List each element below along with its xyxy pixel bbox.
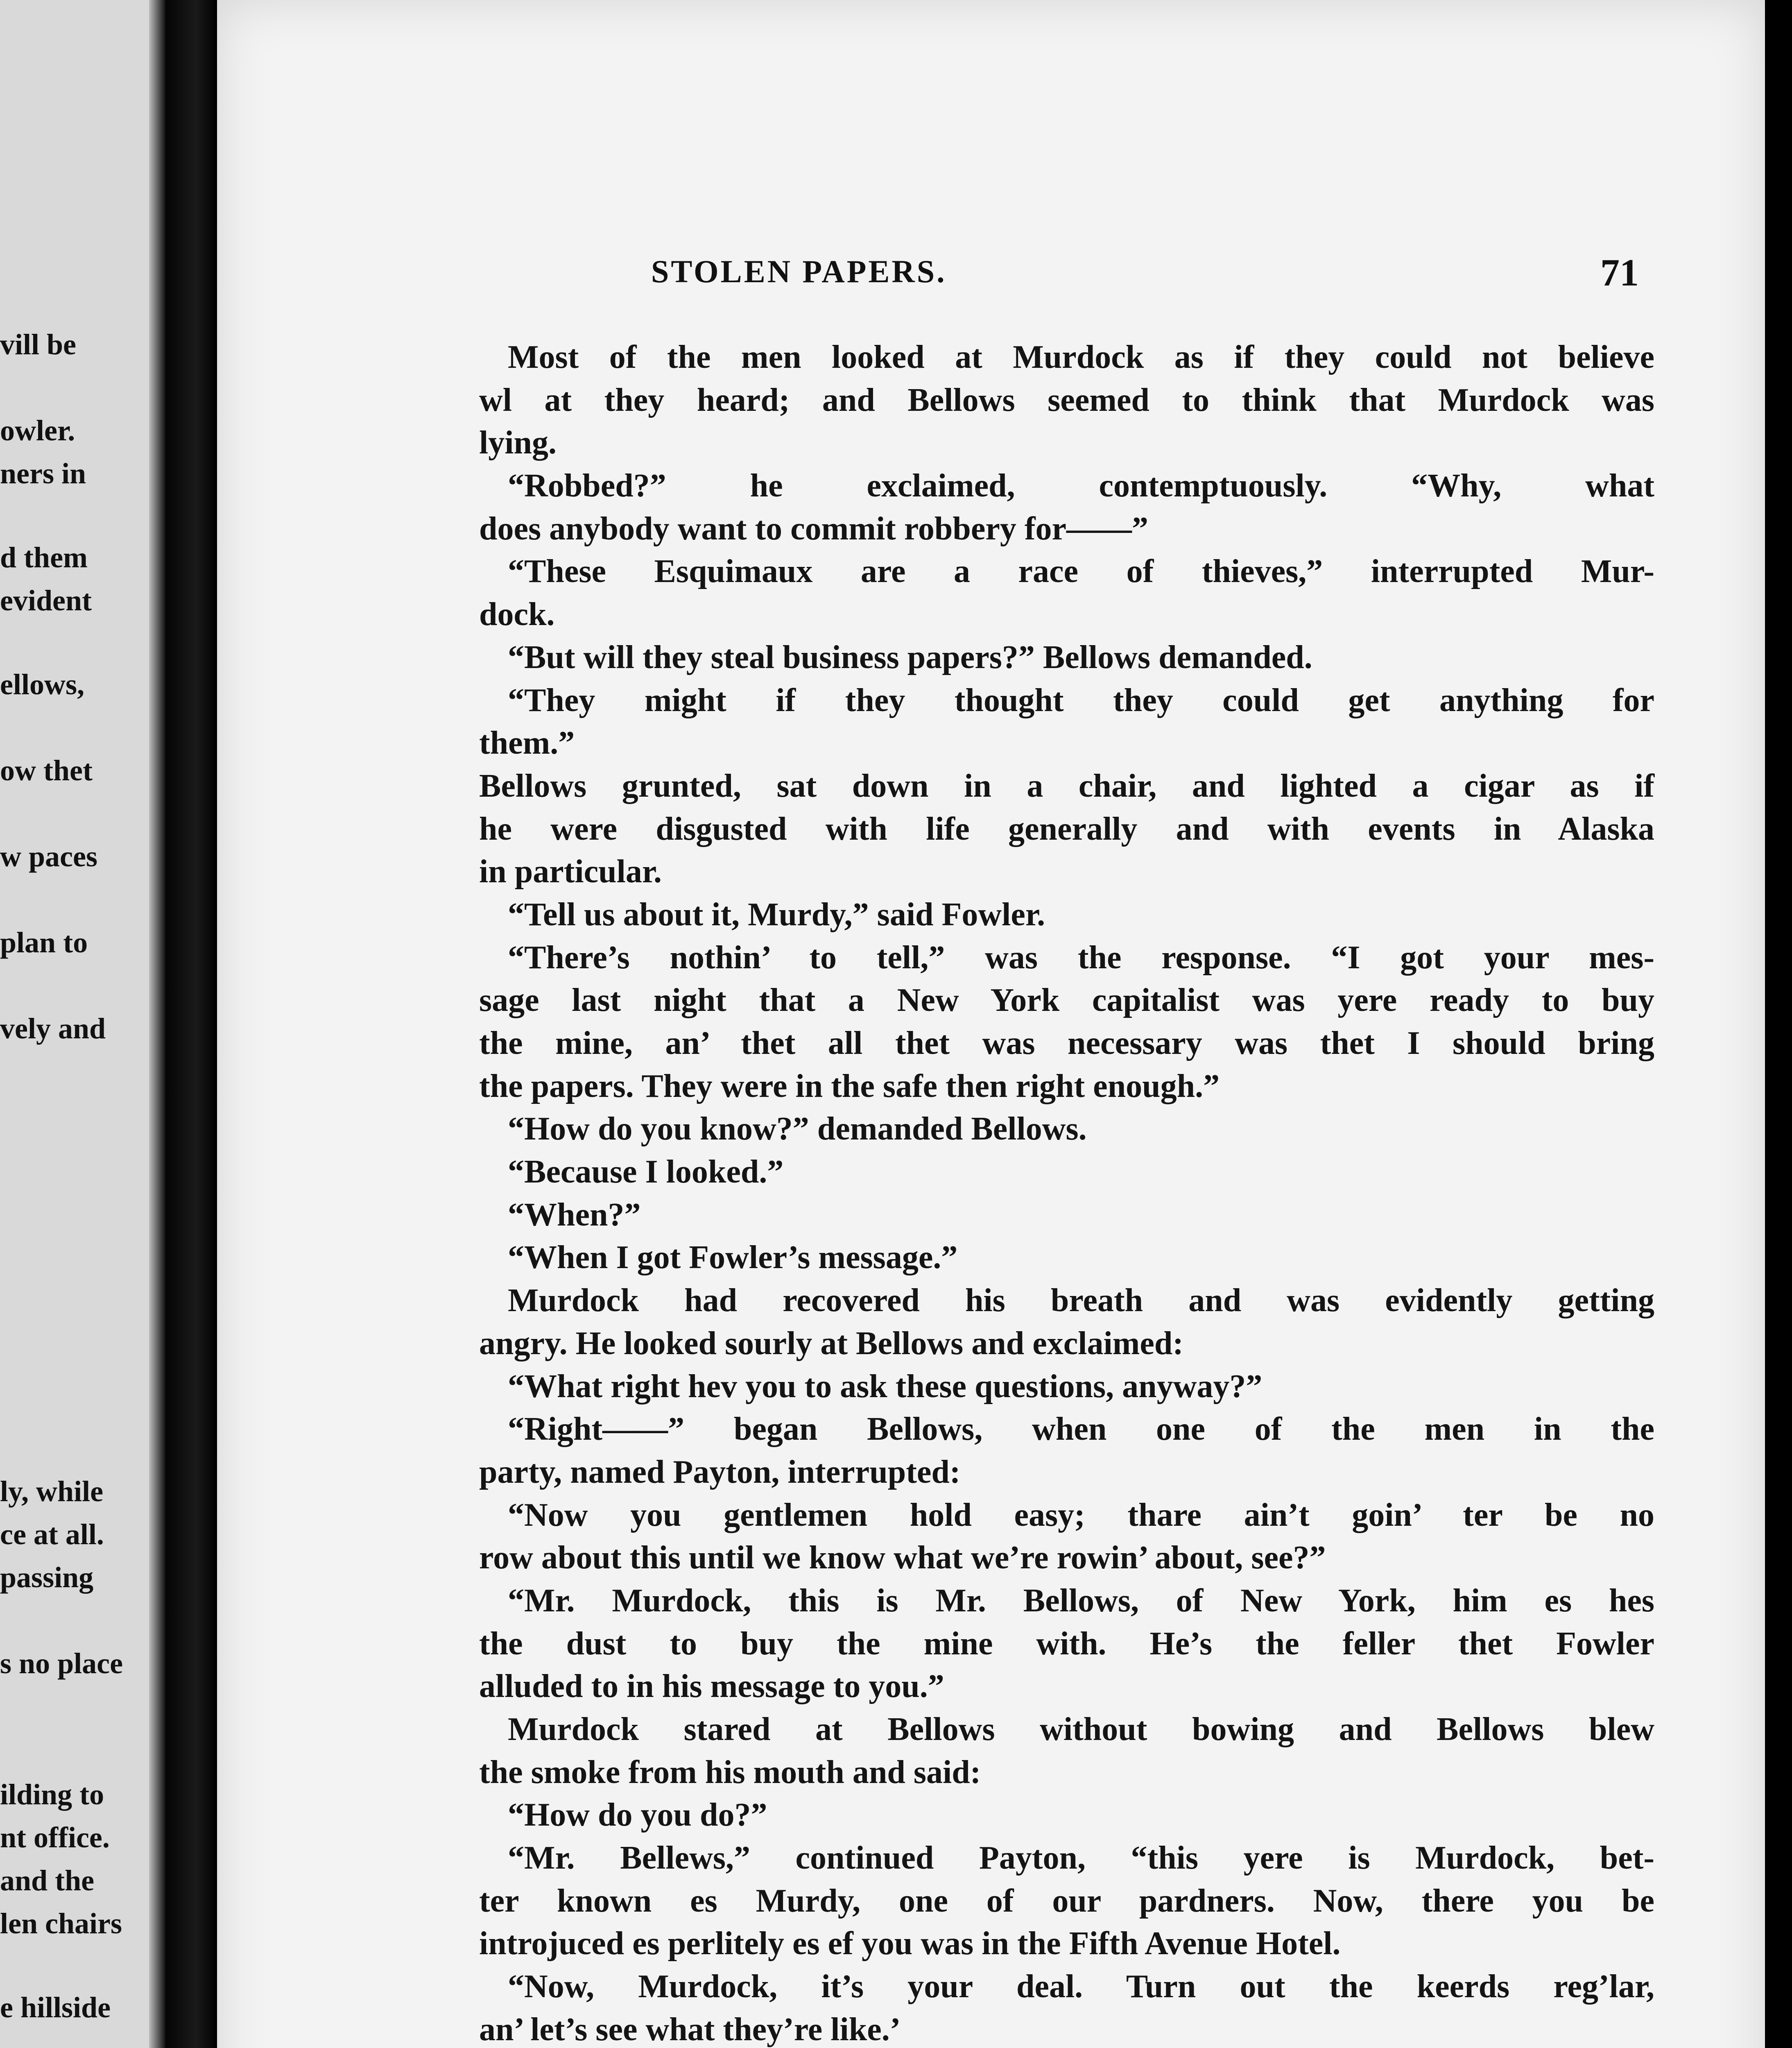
facing-page-fragment: ilding to [0, 1778, 104, 1811]
text-line: an’ let’s see what they’re like.’ [479, 2011, 901, 2048]
text-line: the smoke from his mouth and said: [479, 1754, 981, 1790]
facing-page-fragment: evident [0, 584, 92, 617]
facing-page-fragment: and the [0, 1864, 95, 1897]
facing-page [0, 0, 165, 2048]
text-line: the dust to buy the mine with. He’s the feller thet Fowler [479, 1625, 1654, 1662]
text-line: Murdock had recovered his breath and was evidently getting [508, 1282, 1654, 1319]
text-line: “What right hev you to ask these questions, anyway?” [508, 1368, 1263, 1405]
text-line: the papers. They were in the safe then right enough.” [479, 1068, 1220, 1104]
text-line: wl at they heard; and Bellows seemed to think that Murdock was [479, 382, 1654, 418]
text-line: “But will they steal business papers?” Bellows demanded. [508, 639, 1312, 675]
text-line: them.” [479, 725, 575, 761]
facing-page-fragment: ow thet [0, 754, 93, 787]
text-line: lying. [479, 425, 557, 461]
book-page [217, 0, 1765, 2048]
text-line: in particular. [479, 854, 662, 890]
text-line: “Now you gentlemen hold easy; thare ain’t goin’ ter be no [508, 1497, 1654, 1533]
facing-page-fragment: e hillside [0, 1991, 111, 2024]
facing-page-fragment: nt office. [0, 1821, 110, 1854]
text-line: “Right——” began Bellows, when one of the men in the [508, 1411, 1654, 1448]
facing-page-fragment: vely and [0, 1012, 106, 1045]
text-line: “They might if they thought they could get anything for [508, 682, 1654, 718]
text-line: “Robbed?” he exclaimed, contemptuously. “Why, what [508, 468, 1654, 504]
text-line: Most of the men looked at Murdock as if they could not believe [508, 339, 1654, 375]
text-line: does anybody want to commit robbery for——” [479, 510, 1149, 547]
text-line: dock. [479, 596, 555, 633]
text-line: alluded to in his message to you.” [479, 1668, 944, 1705]
text-line: “Tell us about it, Murdy,” said Fowler. [508, 896, 1045, 933]
text-line: party, named Payton, interrupted: [479, 1454, 961, 1490]
text-line: “When I got Fowler’s message.” [508, 1239, 958, 1276]
facing-page-fragment: ners in [0, 457, 86, 490]
facing-page-fragment: w paces [0, 840, 97, 873]
text-line: introjuced es perlitely es ef you was in the Fifth Avenue Hotel. [479, 1926, 1341, 1962]
text-line: ter known es Murdy, one of our pardners. Now, there you be [479, 1883, 1654, 1919]
text-line: sage last night that a New York capitalist was yere ready to buy [479, 982, 1654, 1019]
facing-page-fragment: len chairs [0, 1907, 122, 1940]
text-line: “How do you know?” demanded Bellows. [508, 1111, 1087, 1147]
scan-edge [1765, 0, 1792, 2048]
text-line: Murdock stared at Bellows without bowing and Bellows blew [508, 1711, 1654, 1747]
facing-page-fragment: passing [0, 1561, 94, 1594]
facing-page-fragment: d them [0, 541, 88, 574]
text-line: “How do you do?” [508, 1797, 767, 1833]
book-binding-shadow [165, 0, 217, 2048]
facing-page-fragment: s no place [0, 1647, 123, 1680]
facing-page-fragment: ellows, [0, 668, 84, 701]
page-body [479, 336, 1654, 2048]
text-line: “Mr. Murdock, this is Mr. Bellows, of New York, him es hes [508, 1582, 1654, 1619]
text-line: “Mr. Bellews,” continued Payton, “this yere is Murdock, bet- [508, 1840, 1654, 1876]
running-head: STOLEN PAPERS. [651, 254, 947, 289]
facing-page-fragment: plan to [0, 926, 88, 959]
text-line: row about this until we know what we’re rowin’ about, see?” [479, 1540, 1326, 1576]
facing-page-fragment: owler. [0, 414, 75, 447]
page-number: 71 [1600, 251, 1639, 294]
text-line: the mine, an’ thet all thet was necessary was thet I should bring [479, 1025, 1654, 1061]
facing-page-fragment: ly, while [0, 1475, 104, 1508]
text-line: “Now, Murdock, it’s your deal. Turn out the keerds reg’lar, [508, 1969, 1654, 2005]
facing-page-gutter [149, 0, 165, 2048]
facing-page-fragment: vill be [0, 328, 77, 361]
facing-page-fragment: ce at all. [0, 1518, 104, 1551]
text-line: “These Esquimaux are a race of thieves,” interrupted Mur- [508, 553, 1654, 590]
text-line: he were disgusted with life generally and with events in Alaska [479, 811, 1654, 847]
text-line: “There’s nothin’ to tell,” was the response. “I got your mes- [508, 939, 1654, 976]
text-line: “When?” [508, 1196, 641, 1233]
text-line: angry. He looked sourly at Bellows and exclaimed: [479, 1325, 1183, 1362]
text-line: “Because I looked.” [508, 1154, 784, 1190]
text-line: Bellows grunted, sat down in a chair, and lighted a cigar as if [479, 768, 1654, 804]
